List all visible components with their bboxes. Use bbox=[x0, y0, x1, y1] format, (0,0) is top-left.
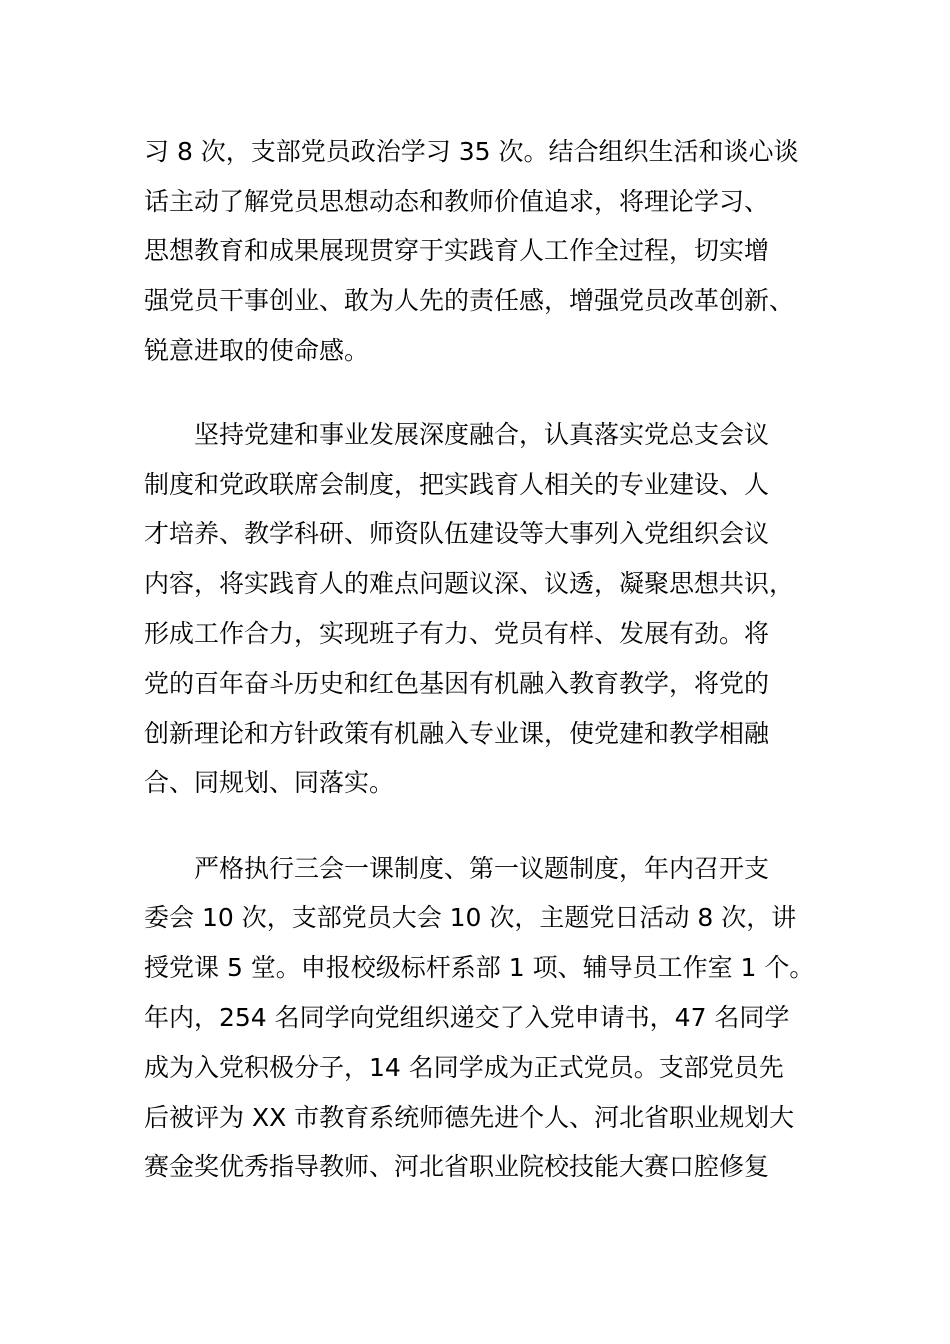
text-line: 委会 10 次，支部党员大会 10 次，主题党日活动 8 次，讲 bbox=[144, 903, 797, 932]
text-line: 才培养、教学科研、师资队伍建设等大事列入党组织会议 bbox=[144, 519, 770, 548]
text-line: 授党课 5 堂。申报校级标杆系部 1 项、辅导员工作室 1 个。 bbox=[144, 953, 814, 982]
text-line: 成为入党积极分子，14 名同学成为正式党员。支部党员先 bbox=[144, 1053, 784, 1082]
text-line: 赛金奖优秀指导教师、河北省职业院校技能大赛口腔修复 bbox=[144, 1152, 770, 1181]
text-line: 内容，将实践育人的难点问题议深、议透，凝聚思想共识， bbox=[144, 569, 795, 598]
text-line: 形成工作合力，实现班子有力、党员有样、发展有劲。将 bbox=[144, 619, 770, 648]
text-line: 合、同规划、同落实。 bbox=[144, 768, 395, 797]
text-line: 党的百年奋斗历史和红色基因有机融入教育教学，将党的 bbox=[144, 669, 770, 698]
text-line: 创新理论和方针政策有机融入专业课，使党建和教学相融 bbox=[144, 719, 770, 748]
text-line: 强党员干事创业、敢为人先的责任感，增强党员改革创新、 bbox=[144, 286, 795, 315]
text-line: 制度和党政联席会制度，把实践育人相关的专业建设、人 bbox=[144, 470, 770, 499]
text-line: 习 8 次，支部党员政治学习 35 次。结合组织生活和谈心谈 bbox=[144, 137, 799, 166]
text-line: 坚持党建和事业发展深度融合，认真落实党总支会议 bbox=[194, 420, 770, 449]
text-line: 话主动了解党员思想动态和教师价值追求，将理论学习、 bbox=[144, 187, 770, 216]
text-line: 思想教育和成果展现贯穿于实践育人工作全过程，切实增 bbox=[144, 236, 770, 265]
text-line: 锐意进取的使命感。 bbox=[144, 336, 370, 365]
text-line: 后被评为 XX 市教育系统师德先进个人、河北省职业规划大 bbox=[144, 1103, 795, 1132]
text-line: 年内，254 名同学向党组织递交了入党申请书，47 名同学 bbox=[144, 1003, 790, 1032]
text-line: 严格执行三会一课制度、第一议题制度，年内召开支 bbox=[194, 854, 770, 883]
